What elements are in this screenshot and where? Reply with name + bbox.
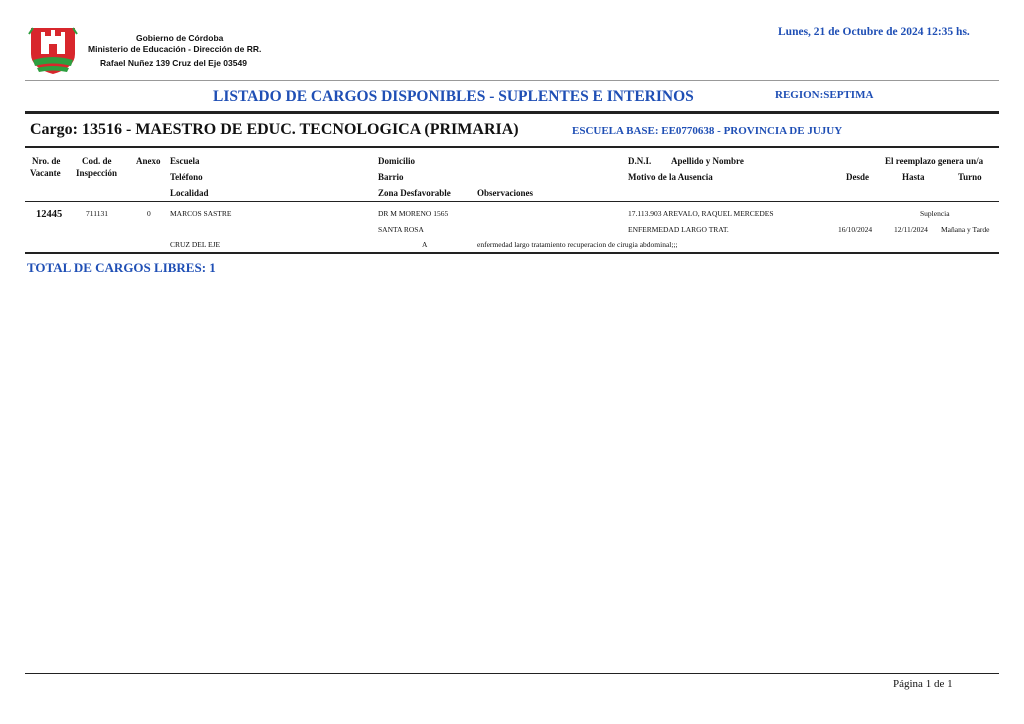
zona: A bbox=[422, 240, 428, 249]
org-line-2: Ministerio de Educación - Dirección de RR. bbox=[88, 44, 262, 54]
col-apellido-nombre: Apellido y Nombre bbox=[671, 156, 744, 166]
dni-nombre: 17.113.903 AREVALO, RAQUEL MERCEDES bbox=[628, 209, 774, 218]
barrio: SANTA ROSA bbox=[378, 225, 424, 234]
col-escuela: Escuela bbox=[170, 156, 200, 166]
escuela: MARCOS SASTRE bbox=[170, 209, 232, 218]
cod-inspeccion: 711131 bbox=[86, 209, 108, 218]
col-motivo: Motivo de la Ausencia bbox=[628, 172, 713, 182]
cordoba-coat-of-arms-icon bbox=[27, 24, 79, 78]
reemplazo: Suplencia bbox=[920, 209, 950, 218]
escuela-base: ESCUELA BASE: EE0770638 - PROVINCIA DE JUJUY bbox=[572, 125, 843, 137]
turno: Mañana y Tarde bbox=[941, 225, 990, 234]
col-anexo: Anexo bbox=[136, 156, 161, 166]
hasta: 12/11/2024 bbox=[894, 225, 928, 234]
col-hasta: Hasta bbox=[902, 172, 925, 182]
col-barrio: Barrio bbox=[378, 172, 404, 182]
domicilio: DR M MORENO 1565 bbox=[378, 209, 449, 218]
col-desde: Desde bbox=[846, 172, 869, 182]
col-domicilio: Domicilio bbox=[378, 156, 415, 166]
col-reemplazo: El reemplazo genera un/a bbox=[885, 156, 984, 166]
col-nro-vacante-1: Nro. de bbox=[32, 156, 61, 166]
desde: 16/10/2024 bbox=[838, 225, 873, 234]
total-cargos: TOTAL DE CARGOS LIBRES: 1 bbox=[27, 260, 216, 275]
org-line-3: Rafael Nuñez 139 Cruz del Eje 03549 bbox=[100, 58, 247, 68]
col-cod-inspeccion-1: Cod. de bbox=[82, 156, 112, 166]
col-nro-vacante-2: Vacante bbox=[30, 168, 61, 178]
anexo: 0 bbox=[147, 209, 151, 218]
observaciones: enfermedad largo tratamiento recuperacion de cirugia abdominal;;; bbox=[477, 240, 678, 249]
cargo-title: Cargo: 13516 - MAESTRO DE EDUC. TECNOLOGICA (PRIMARIA) bbox=[30, 121, 519, 138]
col-dni: D.N.I. bbox=[628, 156, 652, 166]
col-turno: Turno bbox=[958, 172, 982, 182]
nro-vacante: 12445 bbox=[36, 209, 63, 220]
motivo: ENFERMEDAD LARGO TRAT. bbox=[628, 225, 729, 234]
report-datetime: Lunes, 21 de Octubre de 2024 12:35 hs. bbox=[778, 26, 970, 38]
col-zona: Zona Desfavorable bbox=[378, 188, 451, 198]
page-number: Página 1 de 1 bbox=[893, 678, 953, 690]
localidad: CRUZ DEL EJE bbox=[170, 240, 221, 249]
col-localidad: Localidad bbox=[170, 188, 209, 198]
col-telefono: Teléfono bbox=[170, 172, 203, 182]
col-cod-inspeccion-2: Inspección bbox=[76, 168, 118, 178]
region-label: REGION:SEPTIMA bbox=[775, 89, 874, 101]
page-title: LISTADO DE CARGOS DISPONIBLES - SUPLENTES E INTERINOS bbox=[213, 88, 694, 105]
org-line-1: Gobierno de Córdoba bbox=[136, 33, 224, 43]
col-observaciones: Observaciones bbox=[477, 188, 533, 198]
